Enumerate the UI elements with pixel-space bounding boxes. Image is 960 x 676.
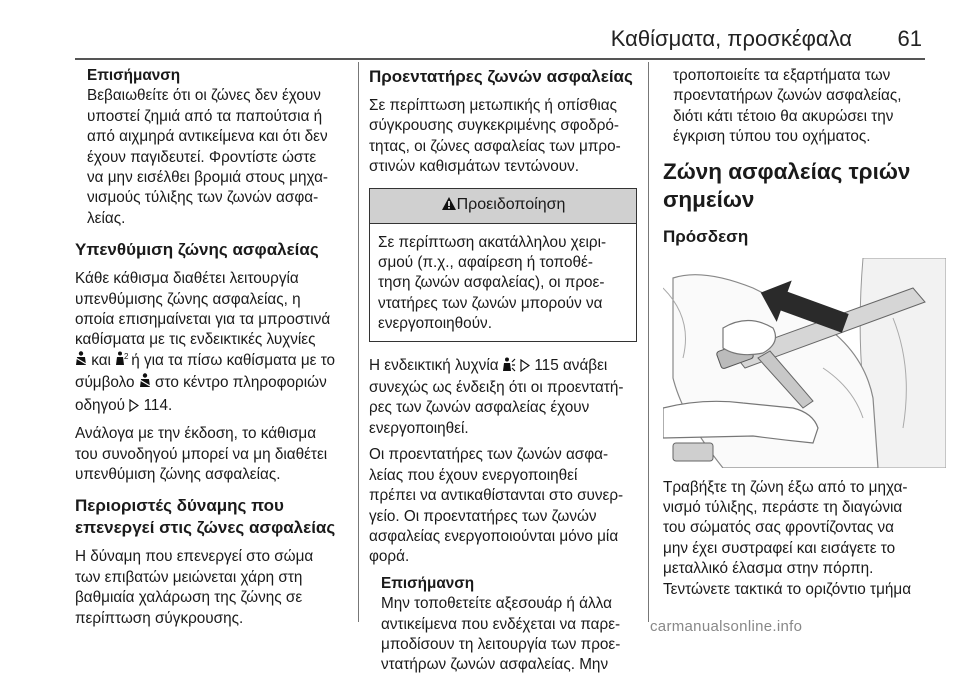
column-3 xyxy=(663,66,951,606)
text-line: στινών καθισμάτων τεντώνουν. xyxy=(369,158,580,176)
text-fragment: και xyxy=(87,351,116,369)
text-line: λείας που έχουν ενεργοποιηθεί xyxy=(369,466,578,484)
note-line: λείας. xyxy=(87,209,126,227)
text-line: βαθμιαία χαλάρωση της ζώνης σε xyxy=(75,589,303,607)
text-line: υπενθύμιση ζώνης ασφαλείας. xyxy=(75,465,281,483)
heading-line: επενεργεί στις ζώνες ασφαλείας xyxy=(75,518,336,538)
header-rule xyxy=(75,58,925,60)
text-line: συνεχώς ως ένδειξη ότι οι προεντατή- xyxy=(369,379,624,397)
text-line: μεταλλικό έλασμα στην πόρπη. xyxy=(663,560,874,578)
triangle-right-outline-icon xyxy=(129,398,139,418)
seatbelt-reminder-icon xyxy=(75,351,87,373)
text-line: Κάθε κάθισμα διαθέτει λειτουργία xyxy=(75,270,299,288)
note-2 xyxy=(369,574,637,676)
seatbelt-fastening-illustration xyxy=(663,258,946,468)
watermark: carmanualsonline.info xyxy=(650,618,803,635)
text-line: σύγκρουσης συγκεκριμένης σφοδρό- xyxy=(369,117,620,135)
note-1 xyxy=(75,66,353,229)
heading-fasten: Πρόσδεση xyxy=(663,226,749,246)
warning-body xyxy=(370,224,636,341)
text-line: ντατήρες των ζωνών μπορούν να xyxy=(378,294,603,312)
paragraph-lamp xyxy=(369,356,637,440)
text-line: Οι προεντατήρες των ζωνών ασφα- xyxy=(369,446,609,464)
text-line: νισμό τύλιξης, περάστε τη διαγώνια xyxy=(663,499,903,517)
text-fragment: ή για τα πίσω καθίσματα με το xyxy=(131,351,336,369)
paragraph-limiters xyxy=(75,547,353,629)
page-number: 61 xyxy=(897,26,922,51)
rear-seatbelt-reminder-icon xyxy=(115,351,131,373)
note-line: ντατήρων ζωνών ασφαλείας. Μην xyxy=(381,656,609,674)
warning-triangle-icon xyxy=(441,196,457,217)
header-title: Καθίσματα, προσκέφαλα xyxy=(610,26,852,51)
note-line: νισμούς τύλιξης των ζωνών ασφα- xyxy=(87,189,319,207)
note-line: τροποποιείτε τα εξαρτήματα των xyxy=(673,67,891,84)
note-line: αντικείμενα που ενδέχεται να παρε- xyxy=(381,615,621,633)
text-line: υπενθύμισης ζώνης ασφαλείας, η xyxy=(75,290,301,308)
triangle-right-outline-icon xyxy=(520,358,530,378)
text-line: ενεργοποιηθεί. xyxy=(369,419,469,437)
text-line: σμού (π.χ., αφαίρεση ή τοποθέ- xyxy=(378,254,593,272)
text-line: του σώματός σας φροντίζοντας να xyxy=(663,519,894,537)
text-line: Τραβήξτε τη ζώνη έξω από το μηχα- xyxy=(663,478,908,496)
note-line: έχουν παγιδευτεί. Φροντίστε ώστε xyxy=(87,148,317,166)
paragraph-replacement xyxy=(369,445,637,567)
column-1 xyxy=(75,66,353,635)
text-line: των επιβατών μειώνεται χάρη στη xyxy=(75,568,303,586)
text-line: Σε περίπτωση μετωπικής ή οπίσθιας xyxy=(369,97,617,114)
heading-force-limiters xyxy=(75,495,353,539)
note-line: μποδίσουν τη λειτουργία των προε- xyxy=(381,635,621,653)
warning-header xyxy=(370,189,636,224)
heading-seatbelt-reminder: Υπενθύμιση ζώνης ασφαλείας xyxy=(75,240,319,260)
heading-pretensioners: Προεντατήρες ζωνών ασφαλείας xyxy=(369,67,633,86)
note-2-continued xyxy=(663,66,951,148)
text-fragment: σύμβολο xyxy=(75,374,139,392)
column-2 xyxy=(369,66,637,676)
text-line: Ανάλογα με την έκδοση, το κάθισμα xyxy=(75,425,317,443)
note-title: Επισήμανση xyxy=(87,67,181,84)
text-line: γείο. Οι προεντατήρες των ζωνών xyxy=(369,507,597,525)
note-line: Βεβαιωθείτε ότι οι ζώνες δεν έχουν xyxy=(87,87,321,105)
text-fragment: Η ενδεικτική λυχνία xyxy=(369,356,503,374)
note-line: από αιχμηρά αντικείμενα και ότι δεν xyxy=(87,128,328,146)
heading-line: Ζώνη ασφαλείας τριών xyxy=(663,158,911,184)
text-fragment: οδηγού xyxy=(75,396,130,414)
text-line: περίπτωση σύγκρουσης. xyxy=(75,609,244,627)
text-line: Η δύναμη που επενεργεί στο σώμα xyxy=(75,548,314,566)
page-reference-link[interactable]: 114. xyxy=(143,396,173,414)
text-line: Τεντώνετε τακτικά το οριζόντιο τμήμα xyxy=(663,580,912,598)
text-line: οποία επισημαίνεται για τα μπροστινά xyxy=(75,311,331,329)
pretensioner-lamp-icon xyxy=(503,357,516,378)
note-line: προεντατήρων ζωνών ασφαλείας, xyxy=(673,87,902,105)
heading-line: Περιοριστές δύναμης που xyxy=(75,496,284,516)
note-line: διότι κάτι τέτοιο θα ακυρώσει την xyxy=(673,107,894,125)
column-divider-1 xyxy=(358,62,359,622)
page-reference-link[interactable]: 115 ανάβει xyxy=(534,356,608,374)
note-line: να μην εισέλθει βρομιά στους μηχα- xyxy=(87,169,329,187)
paragraph-fasten xyxy=(663,478,951,600)
text-fragment: στο κέντρο πληροφοριών xyxy=(150,374,327,392)
note-line: υποστεί ζημιά από τα παπούτσια ή xyxy=(87,107,323,125)
note-line: Μην τοποθετείτε αξεσουάρ ή άλλα xyxy=(381,595,612,613)
warning-title: Προειδοποίηση xyxy=(456,195,566,213)
seatbelt-icon xyxy=(139,373,151,395)
heading-three-point-belt xyxy=(663,158,951,214)
text-line: του συνοδηγού μπορεί να μη διαθέτει xyxy=(75,445,328,463)
warning-box xyxy=(369,188,637,342)
paragraph-version xyxy=(75,424,353,485)
heading-line: σημείων xyxy=(663,186,755,212)
text-line: μην έχει συστραφεί και εισάγετε το xyxy=(663,539,896,557)
column-divider-2 xyxy=(648,62,649,622)
note-line: έγκριση τύπου του οχήματος. xyxy=(673,128,871,146)
text-line: ενεργοποιηθούν. xyxy=(378,315,492,333)
paragraph-pretensioners-intro xyxy=(369,96,637,178)
text-line: τηση ζωνών ασφαλείας), οι προε- xyxy=(378,274,605,292)
text-line: Σε περίπτωση ακατάλληλου χειρι- xyxy=(378,233,607,251)
text-line: καθίσματα με τις ενδεικτικές λυχνίες xyxy=(75,331,316,349)
text-line: ρες των ζωνών ασφαλείας έχουν xyxy=(369,399,590,417)
text-line: φορά. xyxy=(369,548,410,566)
text-line: πρέπει να αντικαθίστανται στο συνερ- xyxy=(369,487,624,505)
paragraph-reminder xyxy=(75,269,353,418)
note-title: Επισήμανση xyxy=(381,574,475,592)
text-line: ασφαλείας ενεργοποιούνται μόνο μία xyxy=(369,527,619,545)
svg-text:2: 2 xyxy=(124,351,129,361)
text-line: τητας, οι ζώνες ασφαλείας των μπρο- xyxy=(369,137,621,155)
